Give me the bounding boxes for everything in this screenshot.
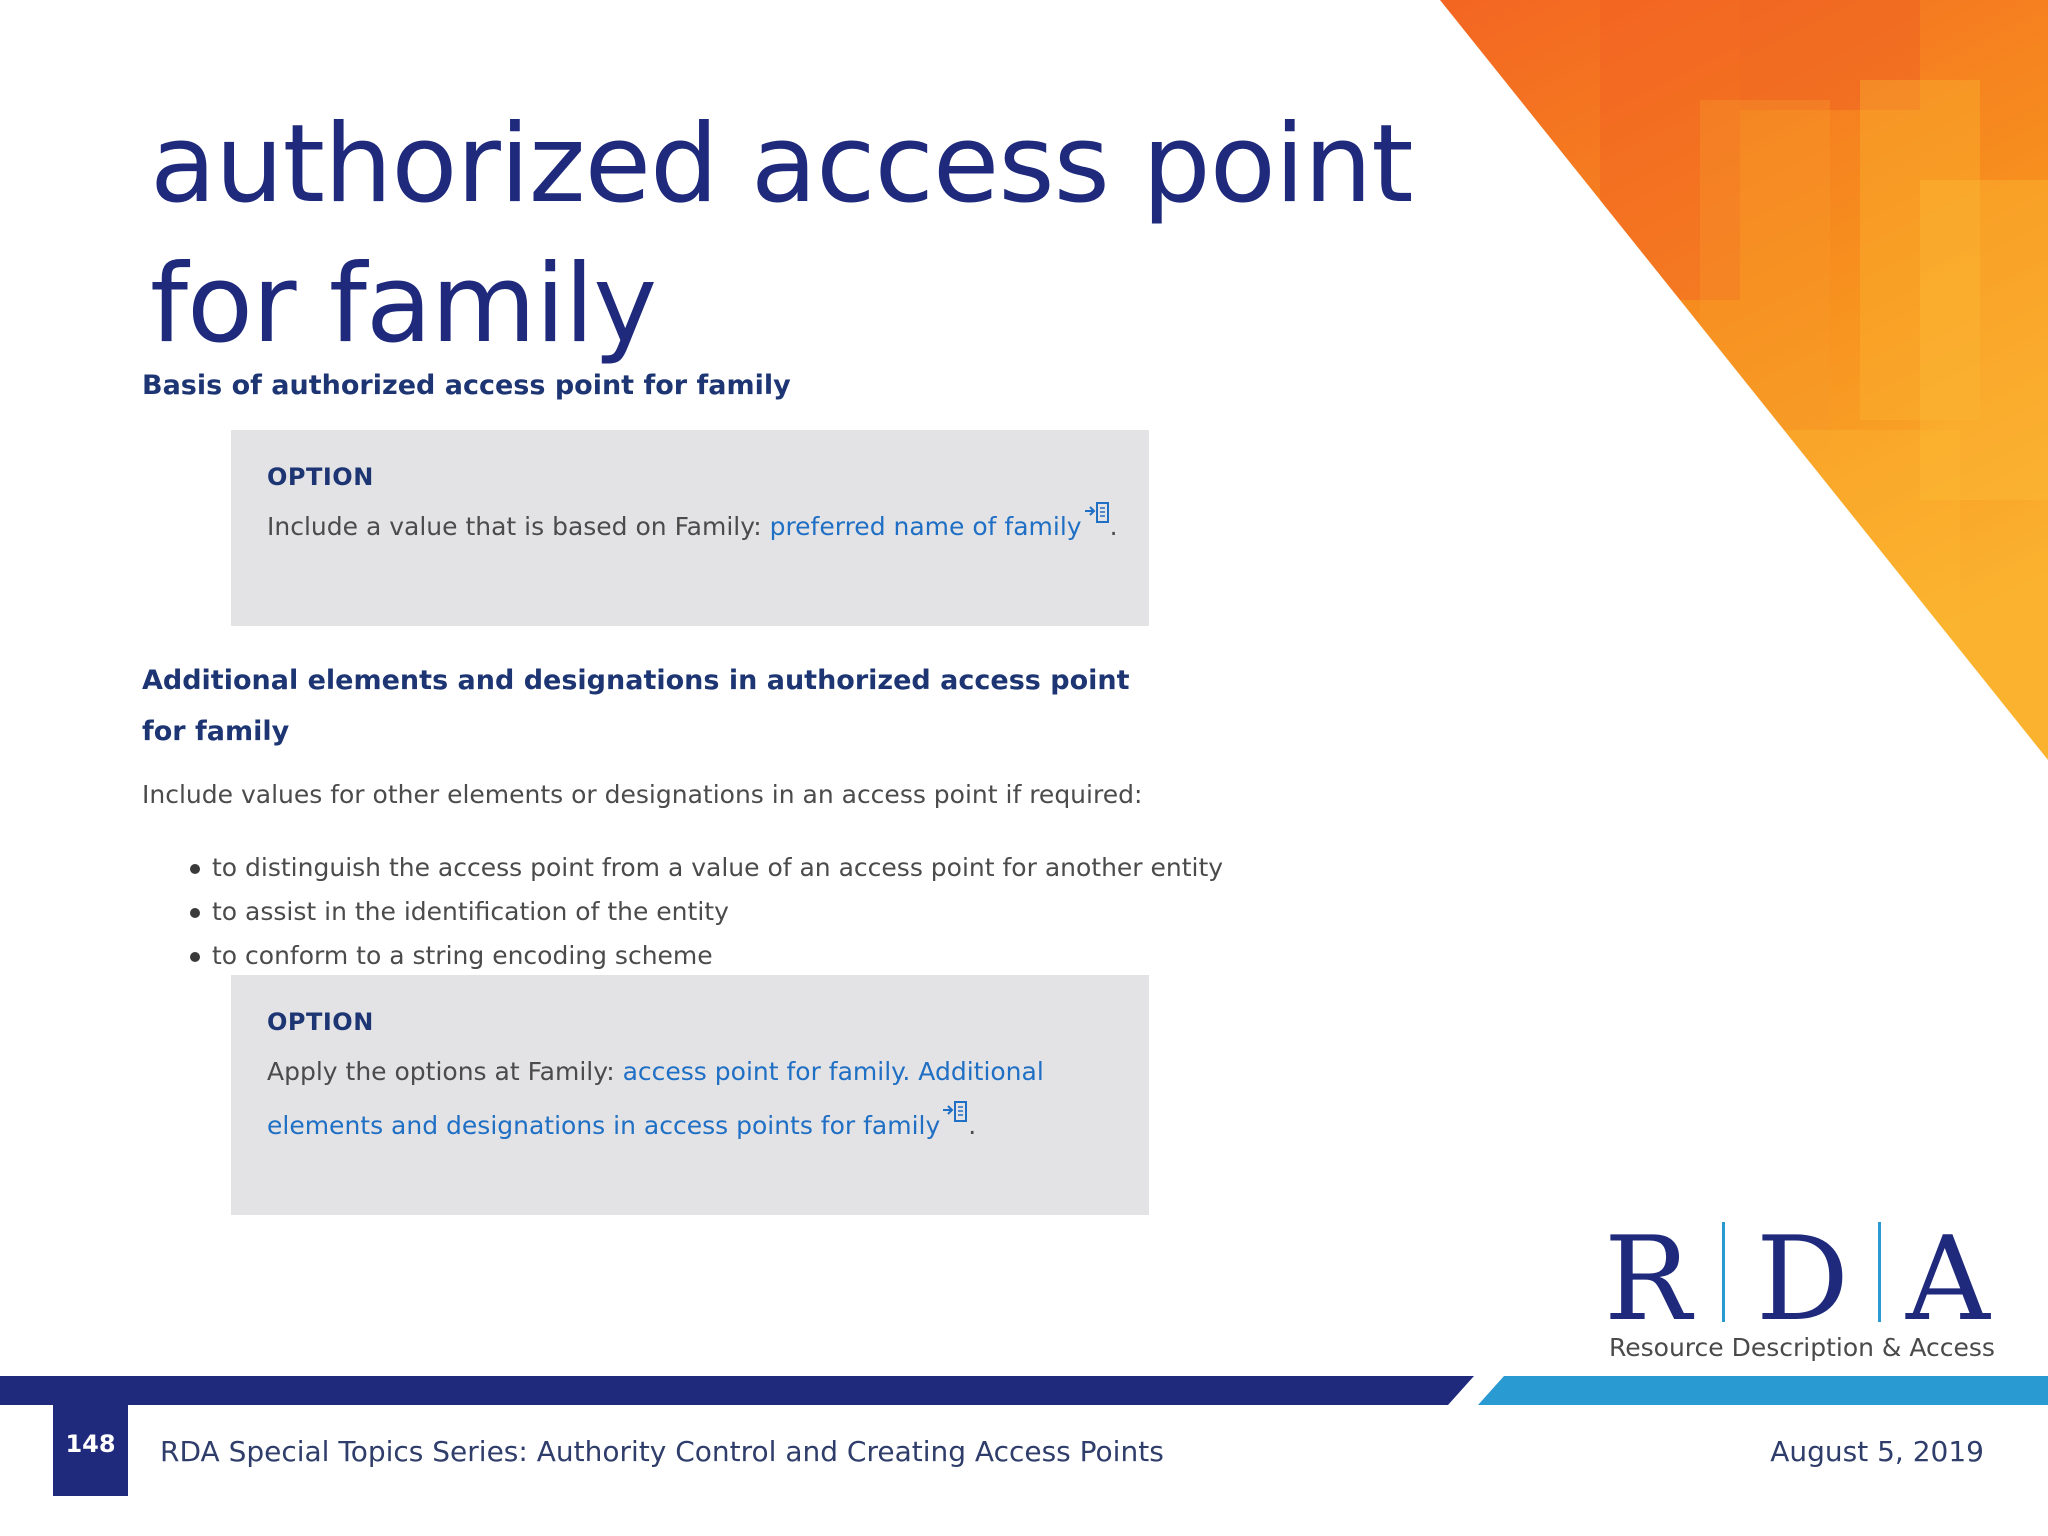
option-text-suffix: . [968,1111,977,1140]
access-point-for-family-link[interactable]: access point for family. Additional [622,1057,1044,1086]
page-number: 148 [53,1400,128,1496]
intro-paragraph: Include values for other elements or designations in an access point if required: [142,780,1143,809]
rda-logo-tagline: Resource Description & Access [1609,1333,1995,1362]
section-heading-basis: Basis of authorized access point for family [142,370,791,401]
bullet-icon [190,908,200,918]
list-item-text: to conform to a string encoding scheme [212,941,713,970]
option-line-1 [267,1045,1127,1099]
option-line-2 [267,1099,1127,1153]
footer-date: August 5, 2019 [1770,1435,1984,1468]
rda-logo-letter-r: R [1604,1212,1692,1347]
option-text-prefix: Apply the options at Family: [267,1057,623,1086]
option-label: OPTION [267,463,374,491]
option-text-basis [267,500,1118,554]
rda-logo-divider [1878,1222,1881,1322]
list-item [142,934,1223,978]
rda-logo-divider [1722,1222,1725,1322]
list-item [142,890,1223,934]
external-link-icon[interactable] [942,1100,968,1126]
option-box-basis [231,430,1149,626]
external-link-icon[interactable] [1084,501,1110,527]
rda-logo-letter-d: D [1756,1212,1850,1347]
list-item [142,846,1223,890]
footer-bar-blue [1478,1376,2048,1405]
list-item-text: to assist in the identification of the entity [212,897,729,926]
list-item-text: to distinguish the access point from a value of an access point for another entity [212,853,1224,882]
requirements-list [142,846,1223,978]
additional-elements-link[interactable]: elements and designations in access points for family [267,1111,941,1140]
option-text-prefix: Include a value that is based on Family: [267,512,770,541]
option-text-suffix: . [1109,512,1118,541]
option-box-additional [231,975,1149,1215]
rda-logo-letter-a: A [1906,1212,1990,1347]
bullet-icon [190,864,200,874]
preferred-name-of-family-link[interactable]: preferred name of family [769,512,1082,541]
option-text-additional [267,1045,1127,1153]
footer-bar-navy [0,1376,1474,1405]
bullet-icon [190,952,200,962]
option-label: OPTION [267,1008,374,1036]
footer-series-title: RDA Special Topics Series: Authority Control and Creating Access Points [160,1435,1164,1468]
slide-title: authorized access point for family [150,102,1413,367]
section-heading-additional: Additional elements and designations in authorized access point for family [142,665,1130,747]
rda-logo [1604,1212,2004,1375]
